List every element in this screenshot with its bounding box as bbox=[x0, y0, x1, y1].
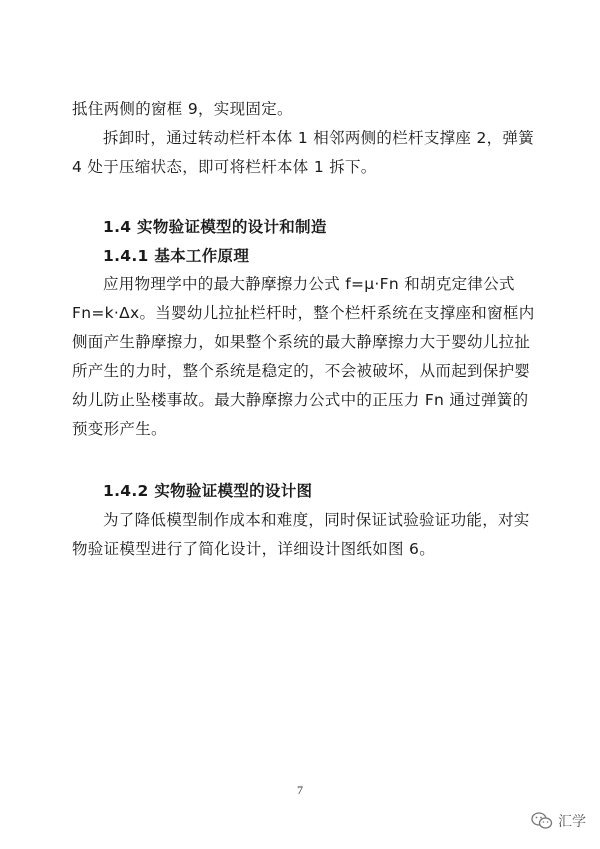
top-text-block bbox=[72, 95, 542, 182]
paragraph-design-drawing: 为了降低模型制作成本和难度，同时保证试验验证功能，对实物验证模型进行了简化设计，详细设计图纸如图 6。 bbox=[72, 511, 530, 558]
paragraph-disassembly: 拆卸时，通过转动栏杆本体 1 相邻两侧的栏杆支撑座 2，弹簧 4 处于压缩状态，即可将栏杆本体 1 拆下。 bbox=[72, 129, 535, 176]
paragraph-continuation: 抵住两侧的窗框 9，实现固定。 bbox=[72, 100, 293, 118]
section-1-4-2-body bbox=[72, 506, 542, 564]
page-number: 7 bbox=[297, 783, 303, 797]
section-heading-1-4: 1.4 实物验证模型的设计和制造 bbox=[103, 218, 327, 236]
section-heading-1-4-2: 1.4.2 实物验证模型的设计图 bbox=[103, 482, 313, 500]
wechat-icon bbox=[531, 812, 553, 830]
section-1-4-1-body bbox=[72, 270, 542, 444]
watermark-label: 汇学 bbox=[558, 814, 586, 830]
section-heading-1-4-1: 1.4.1 基本工作原理 bbox=[103, 247, 250, 265]
watermark bbox=[531, 811, 586, 831]
paragraph-working-principle: 应用物理学中的最大静摩擦力公式 f=μ·Fn 和胡克定律公式 Fn=k·Δx。当婴幼儿拉扯栏杆时，整个栏杆系统在支撑座和窗框内侧面产生静摩擦力，如果整个系统的最大静摩擦力大于婴幼儿拉扯所产生的力时，整个系统是稳定的，不会被破坏，从而起到保护婴幼儿防止坠楼事故。最大静摩擦力公式中的正压力 Fn 通过弹簧的预变形产生。 bbox=[72, 275, 535, 438]
